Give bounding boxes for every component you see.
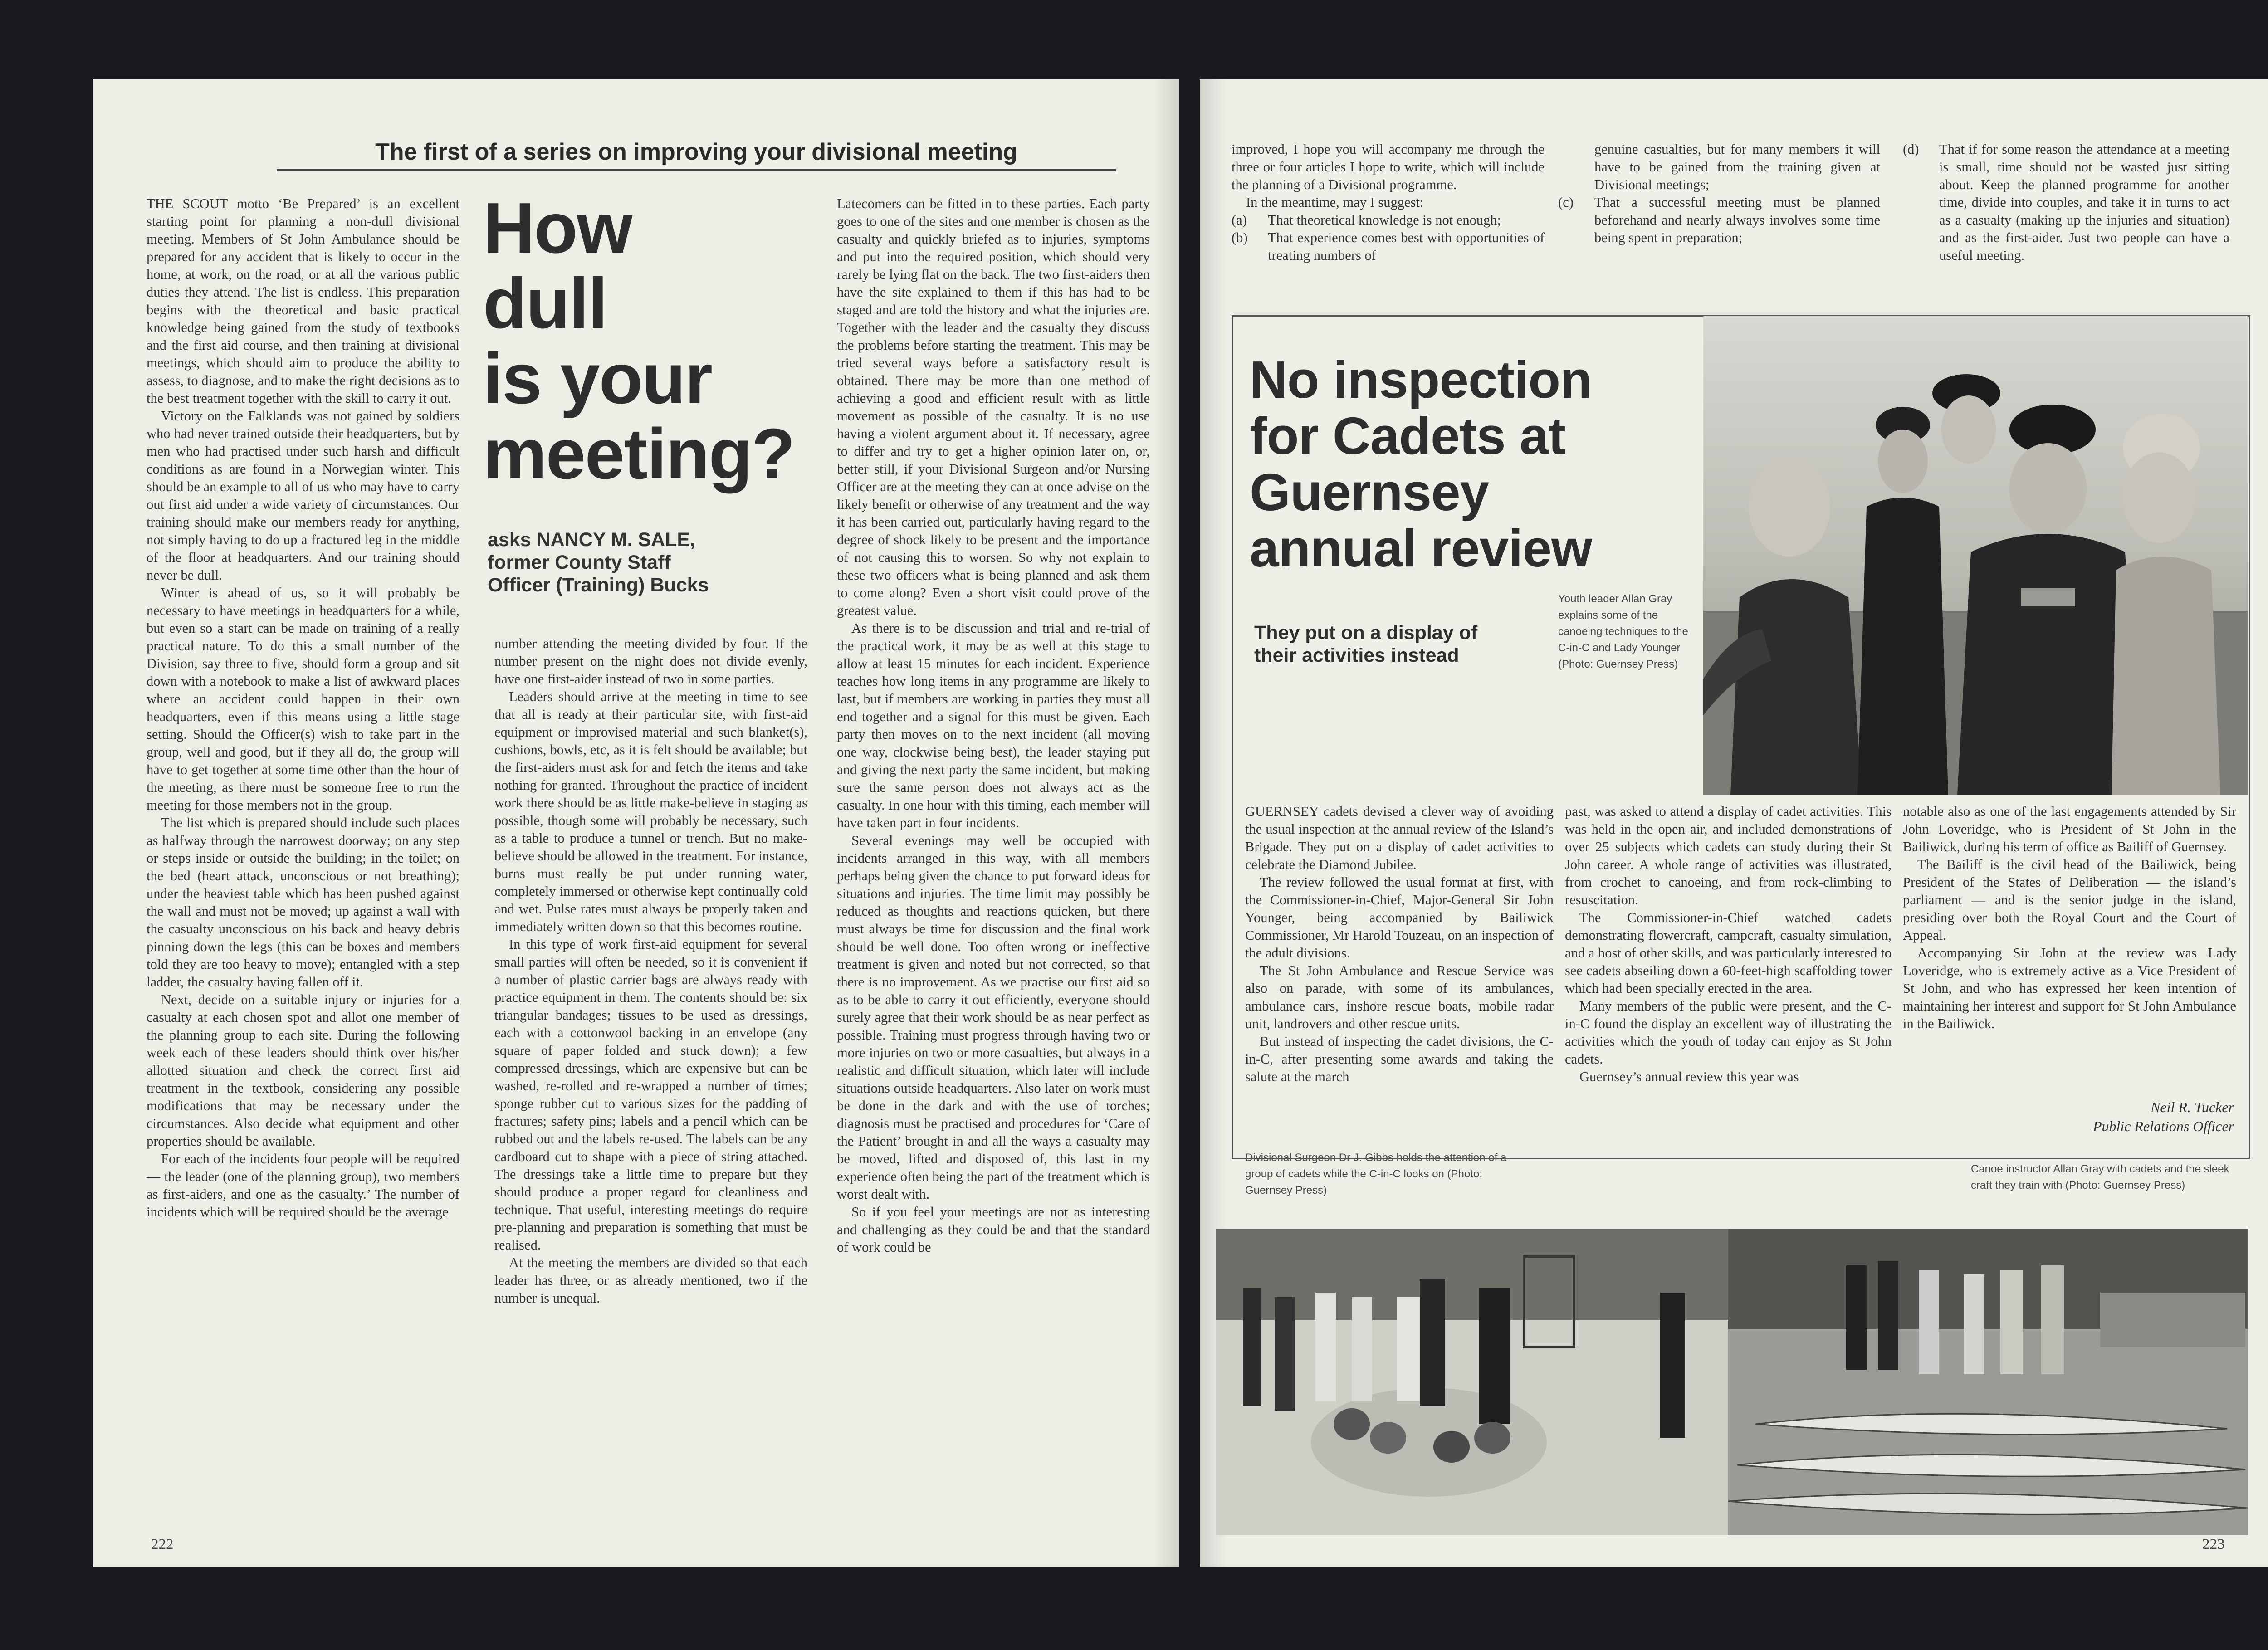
paragraph: The Commissioner-in-Chief watched cadets demonstrating flowercraft, campcraft, casualty simulation, and a host of other skills, and was particularly interested to see cadets abseiling down a 60-feet-high scaffolding tower which had been specially erected in the area. [1565,910,1892,996]
list-text: That experience comes best with opportunities of treating numbers of [1268,230,1545,263]
photo-caption-bottom-left: Divisional Surgeon Dr J. Gibbs holds the attention of a group of cadets while the C-in-C looks on (Photo: Guernsey Press) [1245,1152,1507,1196]
headline-line: is your [483,339,712,419]
right-page [1200,79,2268,1567]
paragraph: As there is to be discussion and trial and re-trial of the practical work, it may be as well at this stage to allow at least 15 minutes for each incident. Experience teaches how long items in any programme are likely to last, but if members are working in parties they must all end together and a signal for this must be given. Each party then moves on to the next incident (all moving one way, clockwise being best), the leader staying put and giving the next party the same incident, but making sure the same person does not always act as the casualty. In one hour with this timing, each member will have taken part in four incidents. [837,620,1150,830]
photo-canoes-image [1728,1229,2248,1535]
paragraph: genuine casualties, but for many members it will have to be gained from the training given at Divisional meetings; [1594,142,1880,192]
paragraph: But instead of inspecting the cadet divisions, the C-in-C, after presenting some awards and taking the salute at the march [1245,1034,1554,1084]
photo-canoes [1728,1229,2248,1535]
paragraph: Several evenings may well be occupied with incidents arranged in this way, with all members perhaps being given the chance to put forward ideas for situations and injuries. The time limit may possibly be reduced as thoughts and reactions quicken, but there must always be time for discussion and the final work should be well done. Too often wrong or ineffective treatment is given and noted but not corrected, so that there is no improvement. As we practise our first aid so as to be able to carry it out efficiently, everyone should surely agree that their work should be as near perfect as possible. Training must progress through having two or more injuries on two or more casualties, but always in a realistic and difficult situation, which later will include situations outside headquarters. Also later on work must be done in the dark and with the use of torches; diagnosis must be practised and procedures for ‘Care of the Patient’ brought in and all the ways a casualty may be moved, lifted and disposed of, this last in my experience often being the part of the treatment which is worst dealt with. [837,833,1150,1202]
list-item [1558,194,1880,247]
list-label: (a) [1232,212,1247,228]
series-kicker: The first of a series on improving your divisional meeting [375,139,1017,165]
paragraph: Accompanying Sir John at the review was Lady Loveridge, who is extremely active as a Vice President of St John, and who has expressed her keen intention of maintaining her interest and support for St John Ambulance in the Bailiwick. [1903,945,2236,1031]
paragraph: In the meantime, may I suggest: [1246,195,1424,210]
feature-column-1 [1245,803,1554,1086]
list-item [1232,229,1545,264]
byline-line: Officer (Training) Bucks [488,574,709,596]
feature-headline [1250,351,1794,576]
paragraph: For each of the incidents four people will be required — the leader (one of the planning group), two members as first-aiders, and one as the casualty.’ The number of incidents which will be required should be the average [147,1151,459,1220]
list-label: (d) [1903,142,1919,157]
list-label: (b) [1232,230,1248,245]
list-item [1903,141,2229,264]
paragraph: Many members of the public were present, and the C-in-C found the display an excellent way of illustrating the activities which the youth of today can enjoy as St John cadets. [1565,998,1892,1067]
paragraph: At the meeting the members are divided so that each leader has three, or as already mentioned, two if the number is unequal. [494,1255,807,1306]
paragraph: THE SCOUT motto ‘Be Prepared’ is an excellent starting point for planning a non-dull divisional meeting. Members of St John Ambulance should be prepared for any accident that is likely to occur in the home, at work, on the road, or at all the various public duties they attend. The list is endless. This preparation begins with the theoretical and basic practical knowledge being gained from the study of textbooks and the first aid course, and then training at divisional meetings, which should aim to produce the ability to assess, to diagnose, and to make the right decisions as to the best treatment together with the skill to carry it out. [147,196,459,406]
byline-line: asks NANCY M. SALE, [488,529,696,551]
paragraph: GUERNSEY cadets devised a clever way of avoiding the usual inspection at the annual review of the Island’s Brigade. They put on a display of cadet activities to celebrate the Diamond Jubilee. [1245,804,1554,872]
feature-column-3 [1903,803,2236,1033]
headline-line: Guernsey [1250,463,1489,522]
paragraph: Guernsey’s annual review this year was [1579,1069,1799,1084]
photo-cadets-group [1216,1229,1744,1535]
feature-standfirst [1254,621,1545,667]
paragraph: past, was asked to attend a display of cadet activities. This was held in the open air, and included demonstrations of over 25 subjects which cadets can study during their St John career. A whole range of activities was illustrated, from crochet to canoeing, and from rock-climbing to resuscitation. [1565,804,1892,908]
paragraph: improved, I hope you will accompany me through the three or four articles I hope to write, which will include the planning of a Divisional programme. [1232,142,1545,192]
paragraph: The St John Ambulance and Rescue Service was also on parade, with some of its ambulances, ambulance cars, inshore rescue boats, mobile radar unit, landrovers and other rescue units. [1245,963,1554,1031]
gutter-shadow [1152,79,1179,1567]
continuation-column-1 [1232,141,1545,264]
continuation-column-2 [1558,141,1880,247]
paragraph: Winter is ahead of us, so it will probably be necessary to have meetings in headquarters for a while, but even so a start can be made on training of a really practical nature. To do this a small number of the Division, say three to five, should form a group and sit down with a notebook to make a list of awkward places where an accident could happen in their own headquarters, even if this means using a little stage setting. Should the Officer(s) wish to take part in the group, well and good, but if they all do, the group will have to get together at some time other than the hour of the meeting, as there must be someone free to run the meeting for those members not in the group. [147,585,459,813]
article-column-2 [494,635,807,1307]
kicker-rule [277,169,1116,171]
headline-line: for Cadets at [1250,406,1566,465]
paragraph: Latecomers can be fitted in to these parties. Each party goes to one of the sites and one member is chosen as the casualty and quickly briefed as to injuries, symptoms and put into the required position, which should very rarely be lying flat on the back. The two first-aiders then have the site explained to them if this has had to be staged and are told the history and what the injuries are. Together with the leader and the casualty they discuss the problems before starting the treatment. This may be tried several ways before a satisfactory result is obtained. There may be more than one method of achieving a good and efficient result with as little movement as possible of the casualty. It is no use having a violent argument about it. If necessary, agree to differ and try to get a higher opinion later on, or, better still, if your Divisional Surgeon and/or Nursing Officer are at the meeting they can at once advise on the likely benefit or otherwise of any treatment and the way it has been carried out, particularly having regard to the degree of shock likely to be present and the importance of not causing this to worsen. So why not explain to these two officers what is being planned and ask them to come along? Even a short visit could prove of the greatest value. [837,196,1150,618]
byline [488,528,841,596]
list-text: That a successful meeting must be planned beforehand and nearly always involves some time being spent in preparation; [1594,195,1880,245]
list-text: That if for some reason the attendance at a meeting is small, time should not be wasted just sitting about. Keep the planned programme for another time, divide into couples, and take it in turns to act as a casualty (making up the injuries and situation) and as the first-aider. Just two people can have a useful meeting. [1939,142,2229,263]
left-page [93,79,1179,1567]
feature-column-2 [1565,803,1892,1086]
photo-cadets-group-image [1216,1229,1744,1535]
photo-caption-bottom-right: Canoe instructor Allan Gray with cadets and the sleek craft they train with (Photo: Guernsey Press) [1971,1163,2229,1191]
paragraph: notable also as one of the last engagements attended by Sir John Loveridge, who is President of St John in the Bailiwick, during his term of office as Bailiff of Guernsey. [1903,804,2236,854]
paragraph: So if you feel your meetings are not as interesting and challenging as they could be and that the standard of work could be [837,1204,1150,1255]
paragraph: Leaders should arrive at the meeting in time to see that all is ready at their particular site, with first-aid equipment or improvised material and such blanket(s), cushions, bowls, etc, as it is felt should be available; but the first-aiders must ask for and fetch the items and take nothing for granted. Throughout the practice of incident work there should be as little make-believe in staging as possible, though some will probably be necessary, such as a table to produce a tunnel or trench. But no make-believe should be allowed in the treatment. For instance, burns must really be put under running water, completely immersed or otherwise kept continually cold and wet. Pulse rates must always be properly taken and immediately written down so that this becomes routine. [494,689,807,934]
paragraph: The list which is prepared should include such places as halfway through the narrowest doorway; on any step or steps inside or outside the building; in the toilet; on the bed (heart attack, unconscious or not breathing); under the heaviest table which has been pushed against the wall and must not be moved; up against a wall with the casualty unconscious on his back and heavy debris pinning down the legs (this can be boxes and members told they are too heavy to move); entangled with a step ladder, the casualty having fallen off it. [147,815,459,990]
standfirst-line: They put on a display of [1254,622,1478,644]
photo-caption-top: Youth leader Allan Gray explains some of the canoeing techniques to the C-in-C and Lady Younger (Photo: Guernsey Press) [1554,587,1699,676]
paragraph: The Bailiff is the civil head of the Bailiwick, being President of the States of Deliberation — the island’s parliament — and is the senior judge in the island, presiding over both the Royal Court and the Court of Appeal. [1903,857,2236,943]
paragraph: number attending the meeting divided by four. If the number present on the night does not divide evenly, have one first-aider instead of two in some parties. [494,636,807,687]
paragraph: Next, decide on a suitable injury or injuries for a casualty at each chosen spot and allot one member of the planning group to each site. During the following week each of these leaders should think over his/her allotted situation and check the correct first aid treatment in the textbook, considering any possible modifications that may be necessary under the circumstances. Also decide what equipment and other properties should be available. [147,992,459,1149]
paragraph: The review followed the usual format at first, with the Commissioner-in-Chief, Major-General Sir John Younger, being accompanied by Bailiwick Commissioner, Mr Harold Touzeau, on an inspection of the adult divisions. [1245,874,1554,961]
page-number: 222 [151,1536,174,1552]
signature [1903,1098,2234,1136]
list-label: (c) [1558,195,1574,210]
standfirst-line: their activities instead [1254,644,1459,666]
article-column-1 [147,195,459,1221]
article-column-3 [837,195,1150,1256]
list-item [1232,211,1545,229]
page-number: 223 [2202,1536,2225,1552]
signature-title: Public Relations Officer [2092,1118,2234,1134]
byline-line: former County Staff [488,552,671,573]
list-text: That theoretical knowledge is not enough; [1268,212,1501,228]
headline-line: meeting? [483,414,795,494]
paragraph: In this type of work first-aid equipment for several small parties will often be needed, so it is convenient if a number of plastic carrier bags are always ready with practice equipment in them. The contents should be: six triangular bandages; tissues to be used as dressings, each with a cottonwool backing in an envelope (any square of paper folded and stuck down); a few compressed dressings, which are expensive but can be washed, re-rolled and re-wrapped a number of times; sponge rubber cut to various sizes for the padding of fractures; safety pins; labels and a pencil which can be rubbed out and the labels re-used. The labels can be any cardboard cut to shape with a piece of string attached. The dressings take a little time to prepare but they should produce a proper regard for cleanliness and technique. That useful, interesting meetings do require pre-planning and preparation is something that must be realised. [494,937,807,1253]
headline-line: annual review [1250,519,1592,578]
headline-line: dull [483,264,607,343]
signature-name: Neil R. Tucker [2151,1099,2234,1115]
headline-line: How [483,188,632,268]
headline-line: No inspection [1250,350,1592,409]
paragraph: Victory on the Falklands was not gained by soldiers who had never trained outside their headquarters, but by men who had practised under such harsh and difficult conditions as are found in a Norwegian winter. This should be an example to all of us who may have to carry out first aid under a wide variety of circumstances. Our training should make our members ready for anything, not simply having to do up a fractured leg in the middle of the floor at headquarters. And our training should never be dull. [147,408,459,583]
continuation-column-3 [1903,141,2229,264]
